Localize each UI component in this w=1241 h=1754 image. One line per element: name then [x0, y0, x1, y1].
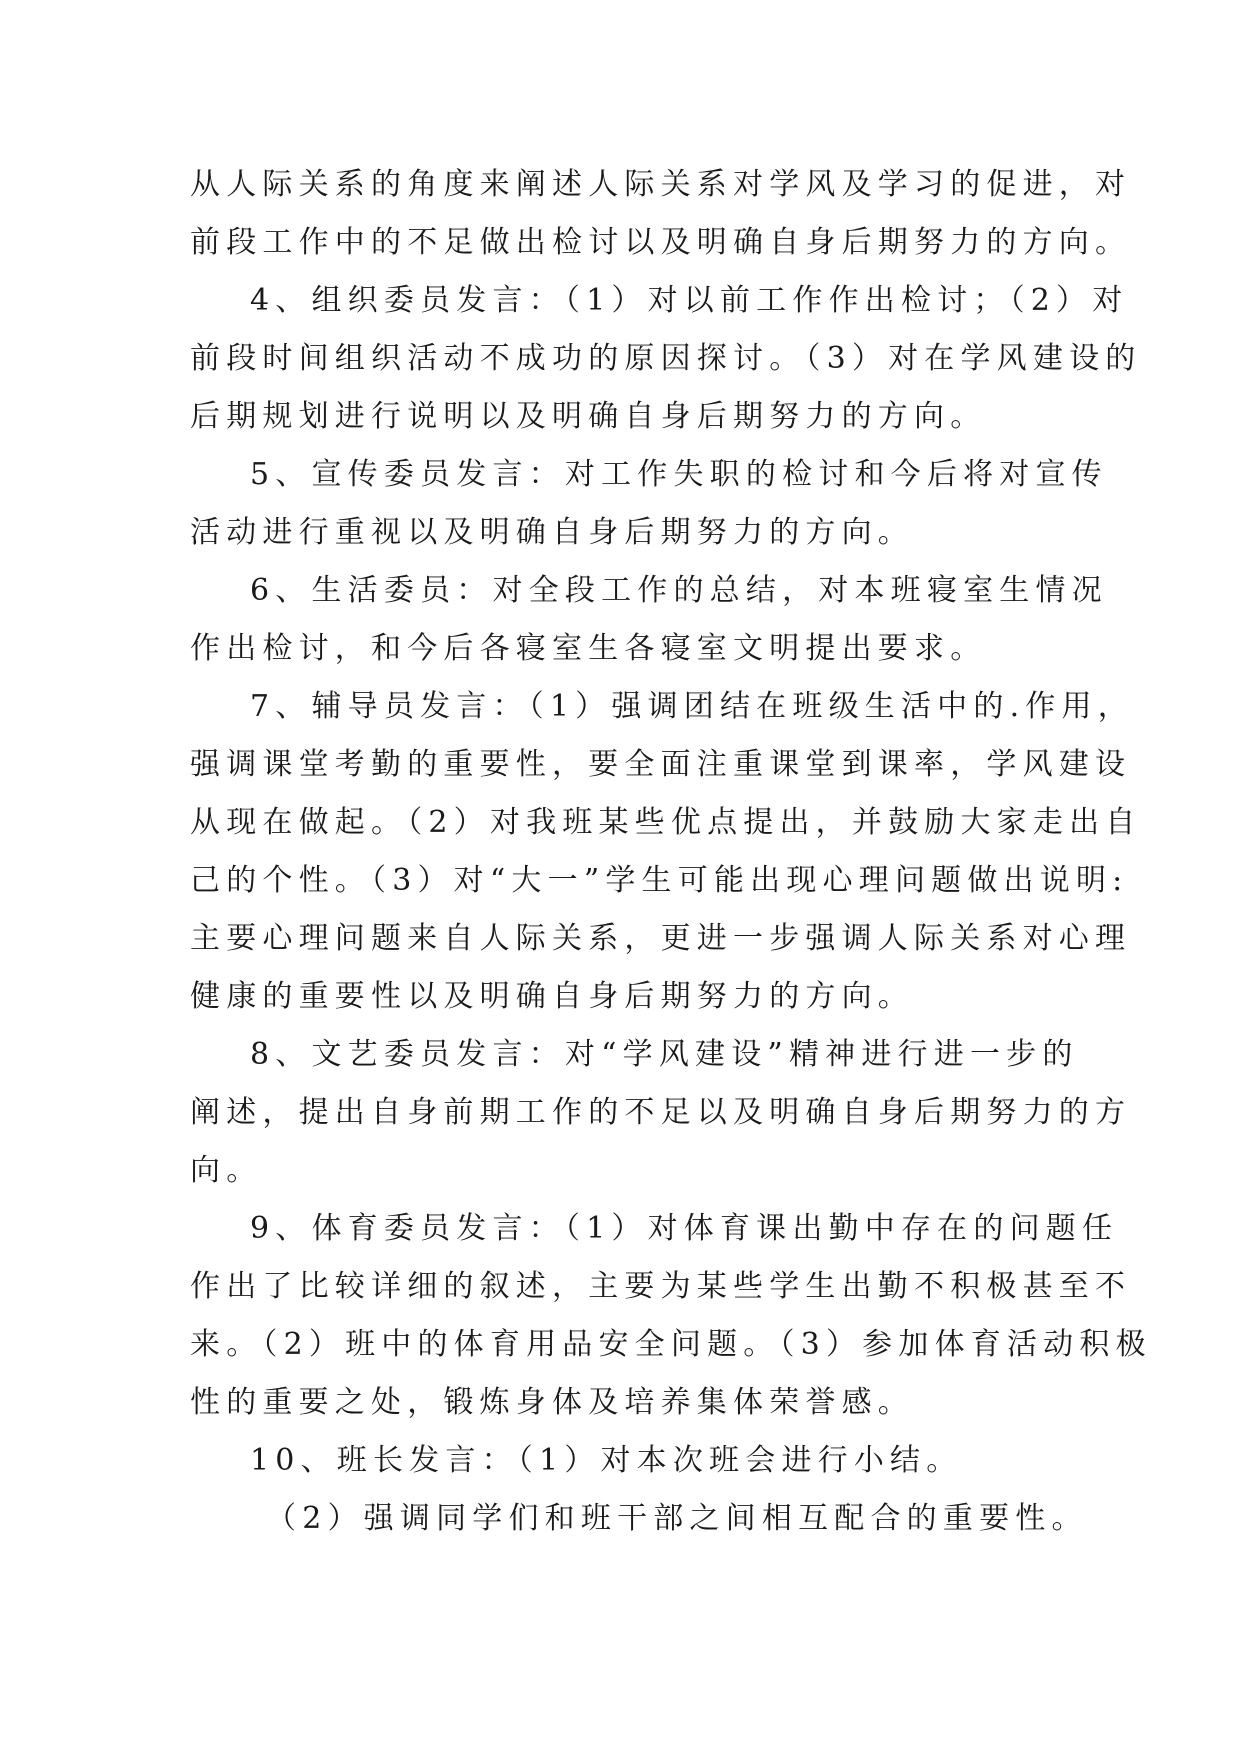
text-line: 性的重要之处，锻炼身体及培养集体荣誉感。	[190, 1385, 914, 1420]
paragraph-item-9	[190, 1200, 1152, 1432]
text-line: 作出检讨，和今后各寝室生各寝室文明提出要求。	[190, 631, 987, 666]
paragraph-item-10-sub	[190, 1490, 1088, 1548]
text-line: 前段时间组织活动不成功的原因探讨。（3）对在学风建设的	[190, 341, 1142, 376]
text-line: 前段工作中的不足做出检讨以及明确自身后期努力的方向。	[190, 225, 1132, 260]
text-line: 8、文艺委员发言：对“学风建设”精神进行进一步的	[250, 1037, 1079, 1072]
text-line: 后期规划进行说明以及明确自身后期努力的方向。	[190, 399, 987, 434]
text-line: 6、生活委员：对全段工作的总结，对本班寝室生情况	[250, 573, 1108, 608]
text-line: 己的个性。（3）对“大一”学生可能出现心理问题做出说明:	[190, 863, 1129, 898]
text-line: （2）强调同学们和班干部之间相互配合的重要性。	[266, 1501, 1088, 1536]
text-line: 9、体育委员发言：（1）对体育课出勤中存在的问题任	[250, 1211, 1119, 1246]
paragraph-item-5	[190, 446, 1108, 562]
text-line: 作出了比较详细的叙述，主要为某些学生出勤不积极甚至不	[190, 1269, 1132, 1304]
text-line: 阐述，提出自身前期工作的不足以及明确自身后期努力的方	[190, 1095, 1132, 1130]
paragraph-item-6	[190, 562, 1108, 678]
text-line: 来。（2）班中的体育用品安全问题。（3）参加体育活动积极	[190, 1327, 1152, 1362]
paragraph-item-8	[190, 1026, 1132, 1200]
text-line: 10、班长发言：（1）对本次班会进行小结。	[250, 1443, 963, 1478]
text-line: 7、辅导员发言：（1）强调团结在班级生活中的.作用，	[250, 689, 1134, 724]
text-line: 主要心理问题来自人际关系，更进一步强调人际关系对心理	[190, 921, 1132, 956]
text-line: 从人际关系的角度来阐述人际关系对学风及学习的促进，对	[190, 167, 1132, 202]
text-line: 活动进行重视以及明确自身后期努力的方向。	[190, 515, 914, 550]
document-page	[190, 156, 1152, 1548]
text-line: 健康的重要性以及明确自身后期努力的方向。	[190, 979, 914, 1014]
paragraph-continuation	[190, 156, 1132, 272]
paragraph-item-7	[190, 678, 1142, 1026]
paragraph-item-10	[190, 1432, 1060, 1490]
text-line: 向。	[190, 1153, 263, 1188]
paragraph-item-4	[190, 272, 1142, 446]
text-line: 强调课堂考勤的重要性，要全面注重课堂到课率，学风建设	[190, 747, 1132, 782]
text-line: 5、宣传委员发言：对工作失职的检讨和今后将对宣传	[250, 457, 1108, 492]
text-line: 从现在做起。（2）对我班某些优点提出，并鼓励大家走出自	[190, 805, 1142, 840]
text-line: 4、组织委员发言：（1）对以前工作作出检讨；（2）对	[250, 283, 1129, 318]
